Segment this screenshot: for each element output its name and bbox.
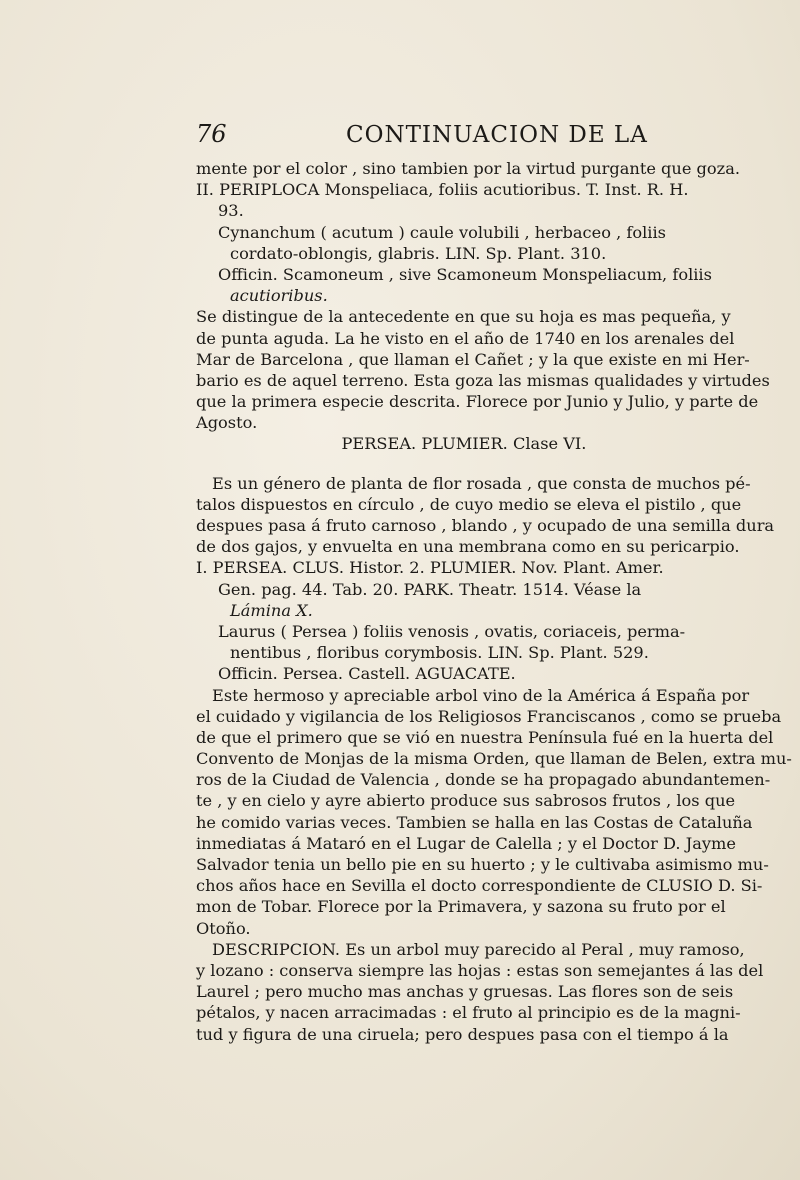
- text-line: Agosto.: [196, 413, 258, 433]
- text-line: de punta aguda. La he visto en el año de 1740 en los arenales del: [196, 328, 735, 348]
- page-header: [196, 120, 772, 154]
- text-line: bario es de aquel terreno. Esta goza las mismas qualidades y virtudes: [196, 370, 770, 390]
- text-line: de dos gajos, y envuelta en una membrana como en su pericarpio.: [196, 537, 740, 557]
- text-line: Otoño.: [196, 918, 251, 938]
- text-line: tud y figura de una ciruela; pero despues pasa con el tiempo á la: [196, 1024, 729, 1044]
- section-heading: PERSEA. PLUMIER. Clase VI.: [341, 434, 587, 454]
- text-line: Se distingue de la antecedente en que su hoja es mas pequeña, y: [196, 307, 731, 327]
- running-title: CONTINUACION DE LA: [346, 122, 648, 148]
- text-line: Este hermoso y apreciable arbol vino de la América á España por: [212, 685, 750, 705]
- text-line: talos dispuestos en círculo , de cuyo medio se eleva el pistilo , que: [196, 494, 742, 514]
- text-line: ros de la Ciudad de Valencia , donde se ha propagado abundantemen-: [196, 770, 771, 790]
- text-line: cordato-oblongis, glabris. LIN. Sp. Plant. 310.: [230, 243, 607, 263]
- text-line: Officin. Persea. Castell. AGUACATE.: [218, 664, 516, 684]
- page-number: 76: [196, 120, 227, 148]
- text-line: mon de Tobar. Florece por la Primavera, y sazona su fruto por el: [196, 897, 726, 917]
- text-line: despues pasa á fruto carnoso , blando , y ocupado de una semilla dura: [196, 516, 775, 535]
- text-line: Lámina X.: [230, 600, 313, 620]
- text-line: acutioribus.: [230, 286, 328, 306]
- text-line: Convento de Monjas de la misma Orden, que llaman de Belen, extra mu-: [196, 749, 792, 769]
- text-line: inmediatas á Mataró en el Lugar de Calella ; y el Doctor D. Jayme: [196, 833, 736, 853]
- text-line: 93.: [218, 201, 244, 221]
- text-line: Laurus ( Persea ) foliis venosis , ovatis, coriaceis, perma-: [218, 621, 686, 641]
- text-line: I. PERSEA. CLUS. Histor. 2. PLUMIER. Nov. Plant. Amer.: [196, 558, 664, 578]
- page-body: [196, 158, 792, 1045]
- text-line: Mar de Barcelona , que llaman el Cañet ; y la que existe en mi Her-: [196, 349, 750, 369]
- text-line: DESCRIPCION. Es un arbol muy parecido al Peral , muy ramoso,: [212, 939, 745, 959]
- text-line: nentibus , floribus corymbosis. LIN. Sp. Plant. 529.: [230, 643, 649, 663]
- text-line: que la primera especie descrita. Florece por Junio y Julio, y parte de: [196, 392, 759, 412]
- text-line: y lozano : conserva siempre las hojas : estas son semejantes á las del: [196, 960, 764, 980]
- text-line: chos años hace en Sevilla el docto correspondiente de CLUSIO D. Si-: [196, 876, 763, 896]
- text-line: el cuidado y vigilancia de los Religiosos Franciscanos , como se prueba: [196, 706, 782, 726]
- text-line: Cynanchum ( acutum ) caule volubili , herbaceo , foliis: [218, 222, 666, 242]
- text-line: te , y en cielo y ayre abierto produce sus sabrosos frutos , los que: [196, 791, 736, 811]
- text-line: II. PERIPLOCA Monspeliaca, foliis acutioribus. T. Inst. R. H.: [196, 180, 689, 200]
- text-line: Salvador tenia un bello pie en su huerto ; y le cultivaba asimismo mu-: [196, 855, 769, 874]
- text-line: pétalos, y nacen arracimadas : el fruto al principio es de la magni-: [196, 1003, 741, 1023]
- text-line: Es un género de planta de flor rosada , que consta de muchos pé-: [212, 473, 751, 493]
- text-line: Officin. Scamoneum , sive Scamoneum Monspeliacum, foliis: [218, 264, 712, 284]
- text-line: de que el primero que se vió en nuestra Península fué en la huerta del: [196, 727, 774, 747]
- text-line: he comido varias veces. Tambien se halla en las Costas de Cataluña: [196, 812, 753, 832]
- text-line: Gen. pag. 44. Tab. 20. PARK. Theatr. 1514. Véase la: [218, 579, 642, 599]
- text-line: Laurel ; pero mucho mas anchas y gruesas. Las flores son de seis: [196, 982, 734, 1002]
- text-line: mente por el color , sino tambien por la virtud purgante que goza.: [196, 159, 740, 178]
